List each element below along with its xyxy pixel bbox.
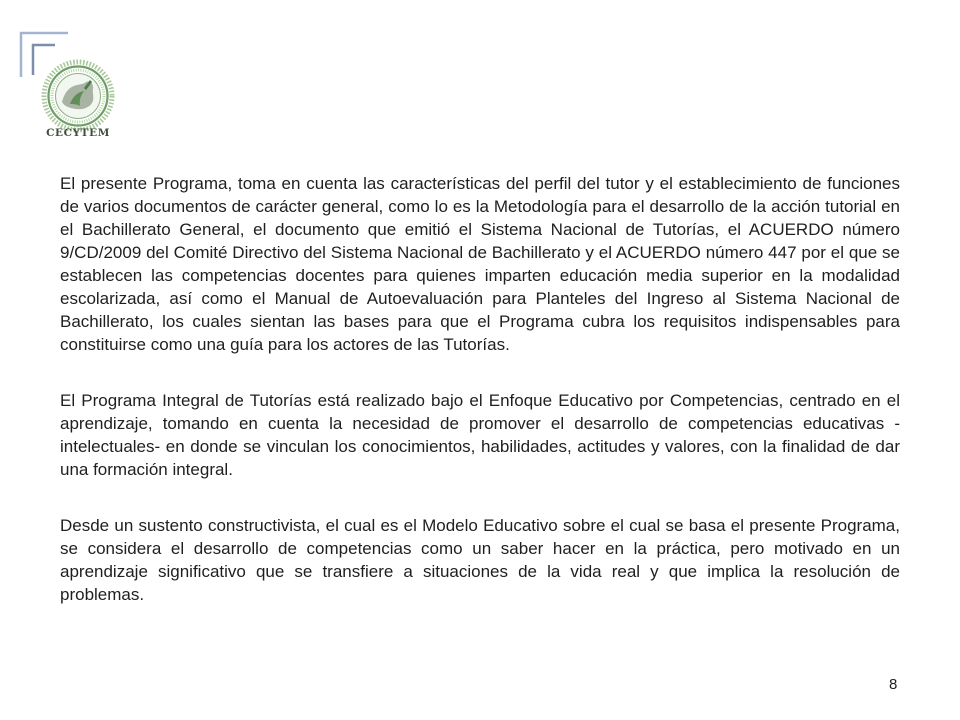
cecytem-emblem-icon <box>40 58 116 134</box>
institution-logo <box>40 58 116 150</box>
logo-wordmark: CECYTEM <box>46 127 110 139</box>
paragraph-3: Desde un sustento constructivista, el cual es el Modelo Educativo sobre el cual se basa el presente Programa, se considera el desarrollo de competencias como un saber hacer en la práctica, pero motivado en un aprendizaje significativo que se transfiere a situaciones de la vida real y que implica la resolución de problemas. <box>60 516 900 604</box>
paragraph-2: El Programa Integral de Tutorías está realizado bajo el Enfoque Educativo por Competencias, centrado en el aprendizaje, tomando en cuenta la necesidad de promover el desarrollo de competencias educativas -intelectuales- en donde se vinculan los conocimientos, habilidades, actitudes y valores, con la finalidad de dar una formación integral. <box>60 391 900 479</box>
paragraph-1: El presente Programa, toma en cuenta las características del perfil del tutor y el establecimiento de funciones de varios documentos de carácter general, como lo es la Metodología para el desarrollo de la acción tutorial en el Bachillerato General, el documento que emitió el Sistema Nacional de Tutorías, el ACUERDO número 9/CD/2009 del Comité Directivo del Sistema Nacional de Bachillerato y el ACUERDO número 447 por el que se establecen las competencias docentes para quienes imparten educación media superior en la modalidad escolarizada, así como el Manual de Autoevaluación para Planteles del Ingreso al Sistema Nacional de Bachillerato, los cuales sientan las bases para que el Programa cubra los requisitos indispensables para constituirse como una guía para los actores de las Tutorías. <box>60 174 900 354</box>
page-number: 8 <box>889 676 898 693</box>
body-text <box>60 172 900 639</box>
